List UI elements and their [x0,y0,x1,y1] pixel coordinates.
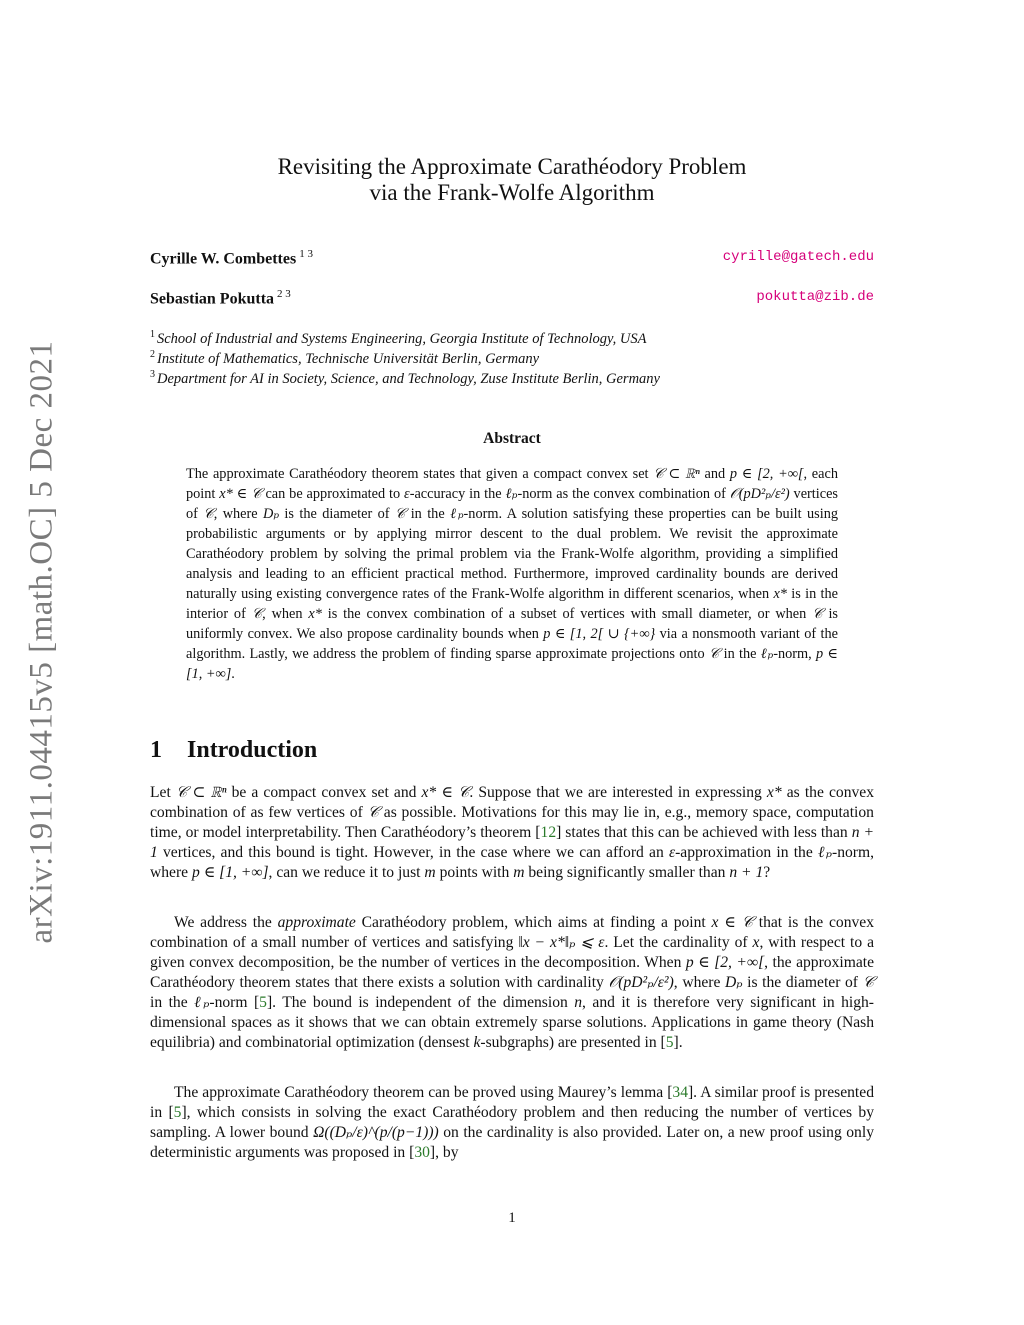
page-number: 1 [508,1210,516,1226]
author-email-link[interactable]: pokutta@zib.de [756,289,874,305]
author-email-link[interactable]: cyrille@gatech.edu [722,249,874,265]
intro-paragraph-1: Let 𝒞 ⊂ ℝⁿ be a compact convex set and x* ∈ 𝒞. Suppose that we are interested in expressing x* as the convex combination of as few vertices of 𝒞 as possible. Motivations for this may lie in, e.g., memory space, computation time, or model interpretability. Then Carathéodory’s theorem [12] states that this can be achieved with less than n + 1 vertices, and this bound is tight. However, in the case where we can afford an ε-approximation in the ℓₚ-norm, where p ∈ [1, +∞], can we reduce it to just m points with m being significantly smaller than n + 1? [150,784,875,881]
affiliation-3: $^3$ Department for AI in Society, Science, and Technology, Zuse Institute Berlin, Germany [150,369,660,387]
citation-link[interactable]: 5 [259,994,267,1011]
author-row-2 [150,288,874,310]
author-row-1 [150,248,874,270]
author-name: Cyrille W. Combettes $^{1 3}$ [150,248,313,268]
section-title: Introduction [187,737,318,763]
citation-link[interactable]: 5 [173,1104,182,1121]
arxiv-identifier-stamp: arXiv:1911.04415v5 [math.OC] 5 Dec 2021 [23,340,60,944]
intro-paragraph-3: The approximate Carathéodory theorem can be proved using Maurey’s lemma [34]. A similar proof is presented in [5], which consists in solving the exact Carathéodory problem and then reducing the number of vertices by sampling. A lower bound Ω((Dₚ/ε)^(p/(p−1))) on the cardinality is also provided. Later on, a new proof using only deterministic arguments was proposed in [30], by [150,1084,874,1161]
intro-paragraph-2: We address the approximate Carathéodory problem, which aims at finding a point x ∈ 𝒞 that is the convex combination of a small number of vertices and satisfying ‖x − x*‖ₚ ⩽ ε. Let the cardinality of x, with respect to a given convex decomposition, be the number of vertices in the decomposition. When p ∈ [2, +∞[, the approximate Carathéodory theorem states that there exists a solution with cardinality 𝒪(pD²ₚ/ε²), where Dₚ is the diameter of 𝒞 in the ℓₚ-norm [5]. The bound is independent of the dimension n, and it is therefore very significant in high-dimensional spaces as it shows that we can obtain extremely sparse solutions. Applications in game theory (Nash equilibria) and combinatorial optimization (densest k-subgraphs) are presented in [5]. [150,914,875,1051]
author-name: Sebastian Pokutta $^{2 3}$ [150,288,291,308]
citation-link[interactable]: 34 [672,1084,688,1101]
citation-link[interactable]: 5 [665,1034,674,1051]
author-affiliation-marks: 1 3 [299,248,313,260]
abstract-heading: Abstract [483,430,541,447]
affiliation-1: $^1$ School of Industrial and Systems Engineering, Georgia Institute of Technology, USA [150,329,647,347]
paper-title [150,154,874,206]
citation-link[interactable]: 12 [540,824,557,841]
author-affiliation-marks: 2 3 [277,288,291,300]
title-line-1: Revisiting the Approximate Carathéodory Problem [277,154,747,179]
section-number: 1 [150,737,162,763]
affiliation-2: $^2$ Institute of Mathematics, Technische Universität Berlin, Germany [150,349,540,367]
section-heading-introduction [150,737,317,764]
citation-link[interactable]: 30 [414,1144,430,1161]
title-line-2: via the Frank-Wolfe Algorithm [369,180,655,205]
abstract-text: The approximate Carathéodory theorem states that given a compact convex set 𝒞 ⊂ ℝⁿ and p ∈ [2, +∞[, each point x* ∈ 𝒞 can be approximated to ε-accuracy in the ℓₚ-norm as the convex combination of 𝒪(pD²ₚ/ε²) vertices of 𝒞, where Dₚ is the diameter of 𝒞 in the ℓₚ-norm. A solution satisfying these properties can be built using probabilistic arguments or by applying mirror descent to the dual problem. We revisit the approximate Carathéodory problem by solving the primal problem via the Frank-Wolfe algorithm, providing a simplified analysis and leading to an efficient practical method. Furthermore, improved cardinality bounds are derived naturally using existing convergence rates of the Frank-Wolfe algorithm in different scenarios, when x* is in the interior of 𝒞, when x* is the convex combination of a subset of vertices with small diameter, or when 𝒞 is uniformly convex. We also propose cardinality bounds when p ∈ [1, 2[ ∪ {+∞} via a nonsmooth variant of the algorithm. Lastly, we address the problem of finding sparse approximate projections onto 𝒞 in the ℓₚ-norm, p ∈ [1, +∞]. [186,466,838,682]
